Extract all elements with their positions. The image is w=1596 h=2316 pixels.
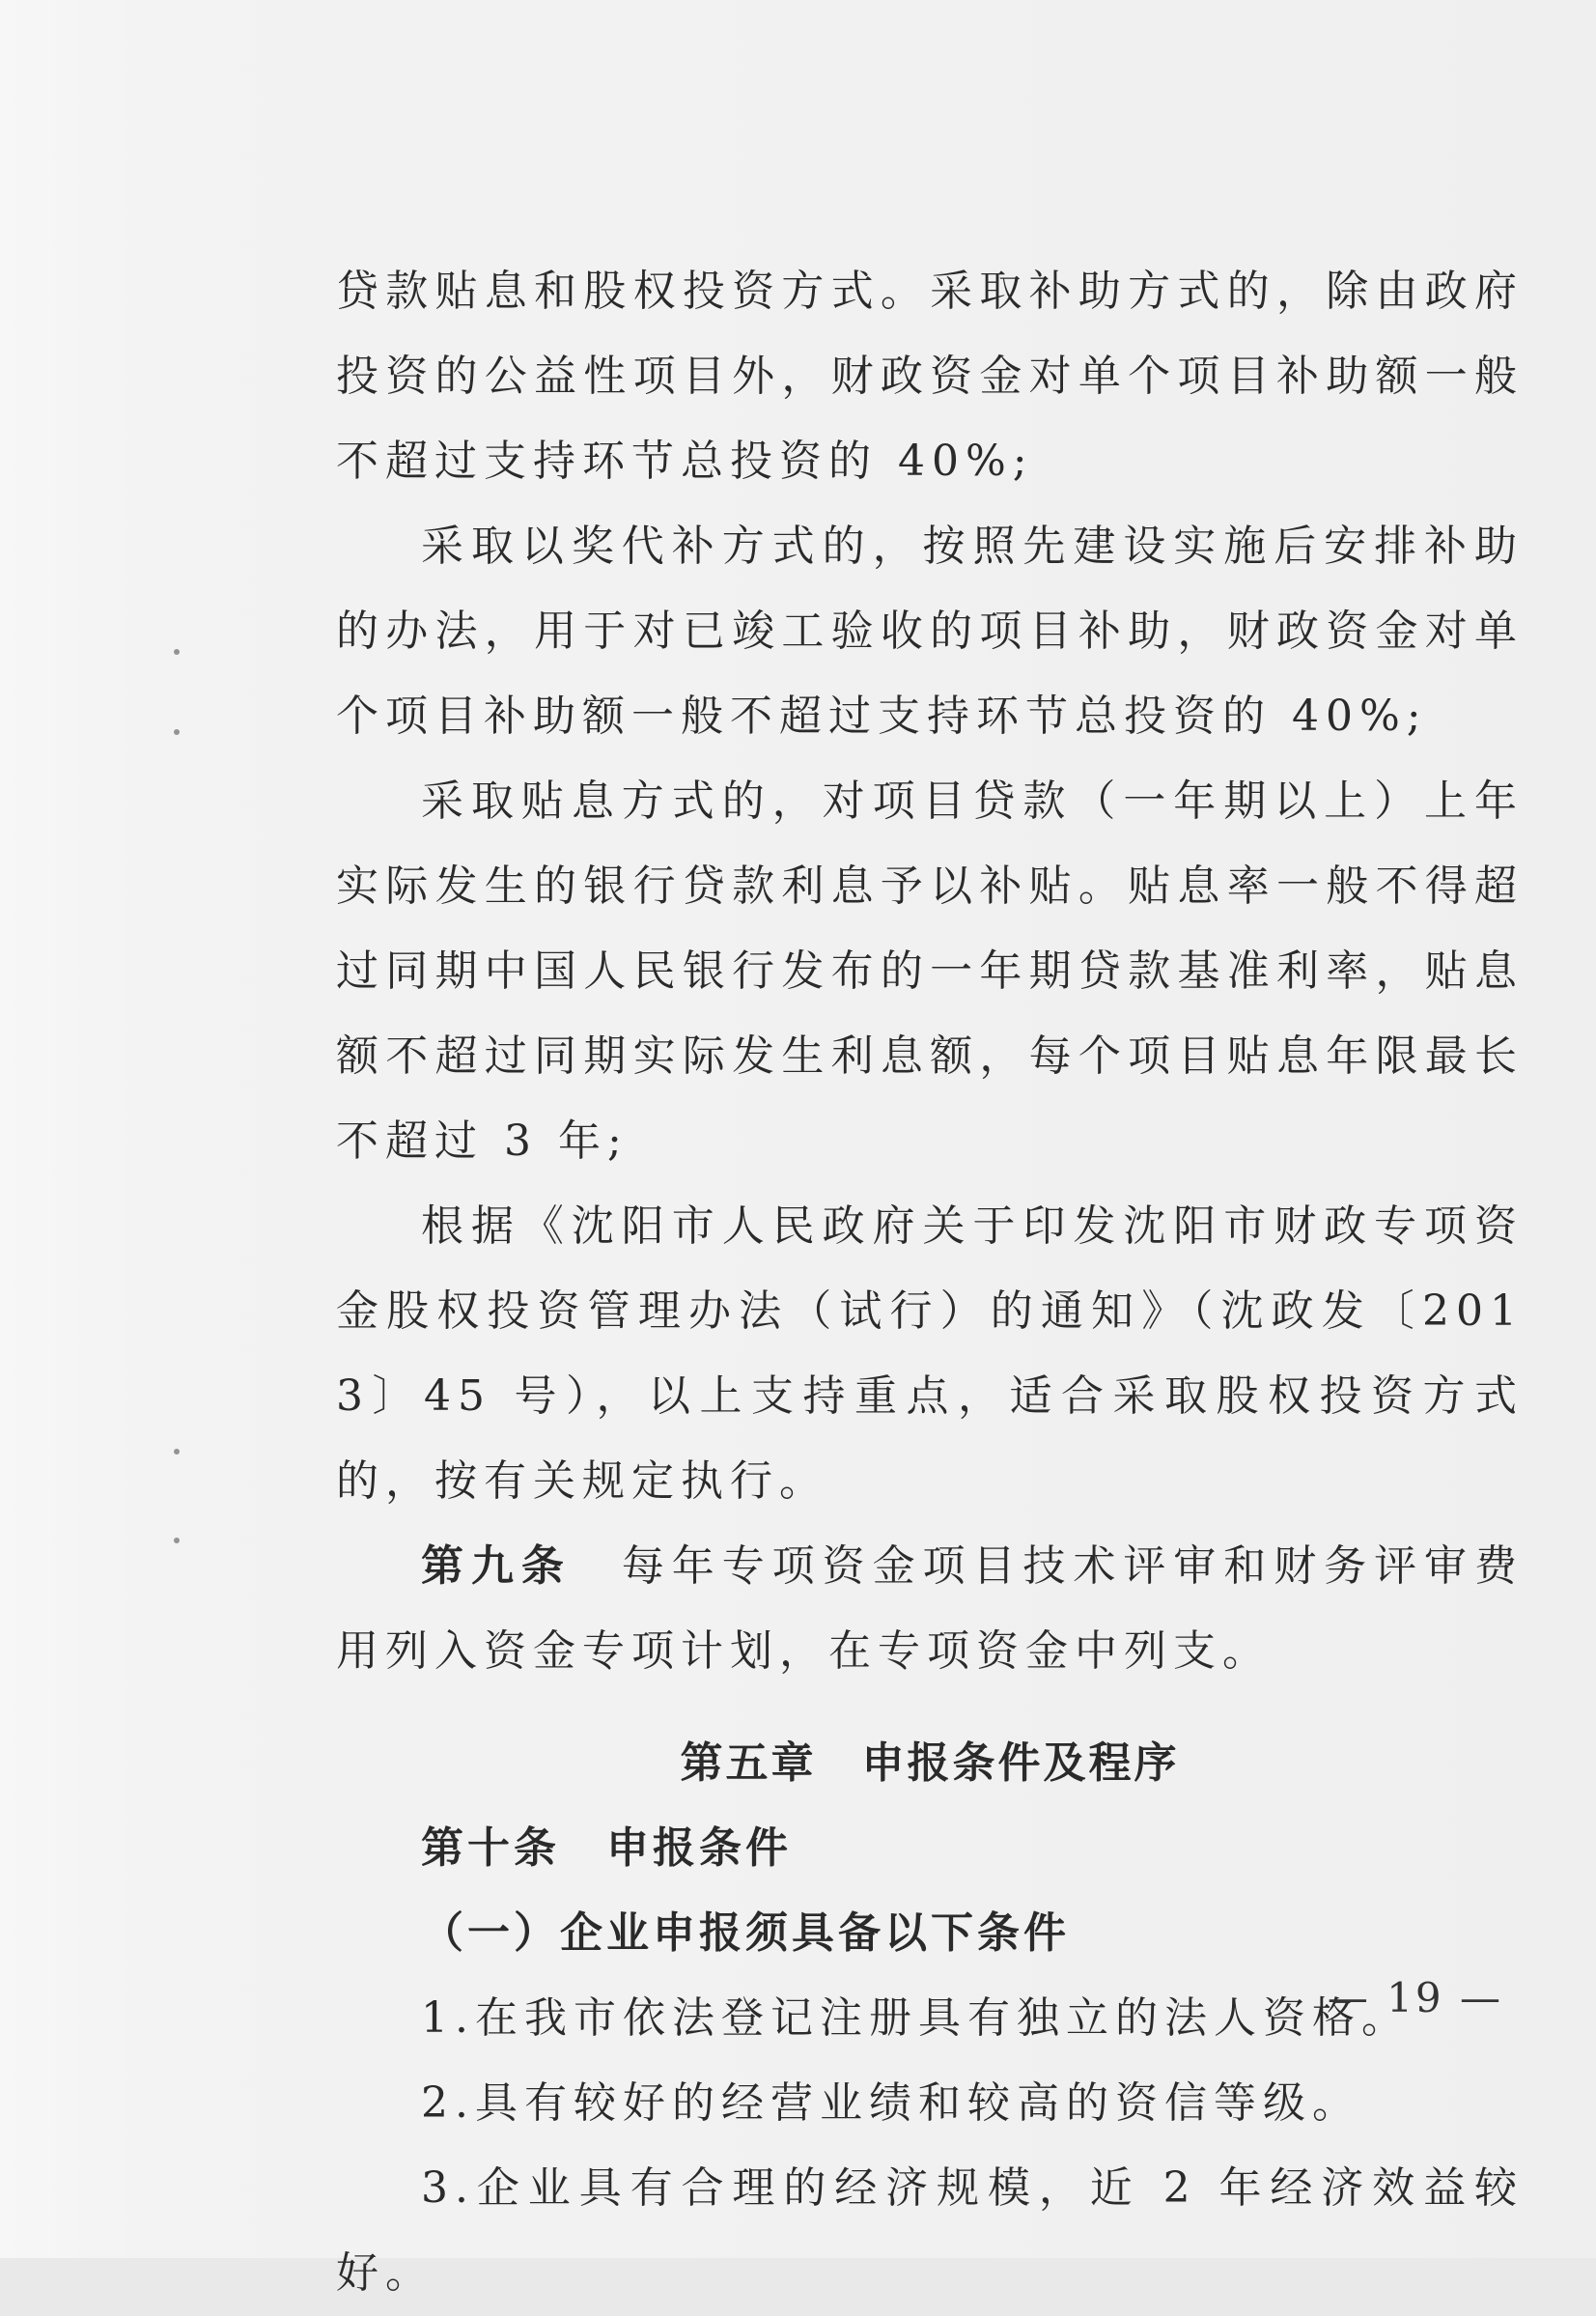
article-10 (336, 1806, 1524, 1891)
condition-item: 3.企业具有合理的经济规模，近 2 年经济效益较好。 (336, 2163, 1524, 2298)
paragraph-award-subsidy: 采取以奖代补方式的，按照先建设实施后安排补助的办法，用于对已竣工验收的项目补助，财政资金对单个项目补助额一般不超过支持环节总投资的 40%; (336, 522, 1524, 741)
binding-mark (174, 1538, 180, 1543)
condition-item: 2.具有较好的经营业绩和较高的资信等级。 (421, 2078, 1361, 2128)
binding-mark (174, 649, 180, 655)
paragraph-equity-investment: 根据《沈阳市人民政府关于印发沈阳市财政专项资金股权投资管理办法（试行）的通知》（沈政发〔2013〕45 号），以上支持重点，适合采取股权投资方式的，按有关规定执行。 (336, 1201, 1524, 1506)
article-9-label: 第九条 (421, 1541, 572, 1591)
page-number: — 19 — (1327, 1974, 1503, 2021)
subsection-title: （一）企业申报须具备以下条件 (421, 1908, 1070, 1958)
binding-mark (174, 729, 180, 735)
chapter-title: 第五章 申报条件及程序 (680, 1738, 1180, 1788)
article-9-text: 每年专项资金项目技术评审和财务评审费用列入资金专项计划，在专项资金中列支。 (336, 1541, 1525, 1676)
binding-mark (174, 1449, 180, 1455)
paragraph-interest-subsidy: 采取贴息方式的，对项目贷款（一年期以上）上年实际发生的银行贷款利息予以补贴。贴息率一般不得超过同期中国人民银行发布的一年期贷款基准利率，贴息额不超过同期实际发生利息额，每个项目贴息年限最长不超过 3 年; (336, 777, 1524, 1166)
article-10-text: 申报条件 (606, 1823, 792, 1873)
article-10-label: 第十条 (421, 1823, 560, 1873)
article-10-spacer (560, 1823, 606, 1873)
article-9-spacer (572, 1541, 622, 1591)
binding-hole-marks (174, 618, 193, 1565)
paragraph-subsidy-method: 贷款贴息和股权投资方式。采取补助方式的，除由政府投资的公益性项目外，财政资金对单个项目补助额一般不超过支持环节总投资的 40%; (336, 267, 1524, 486)
article-9 (336, 1524, 1524, 1694)
condition-item: 1.在我市依法登记注册具有独立的法人资格。 (421, 1993, 1411, 2043)
